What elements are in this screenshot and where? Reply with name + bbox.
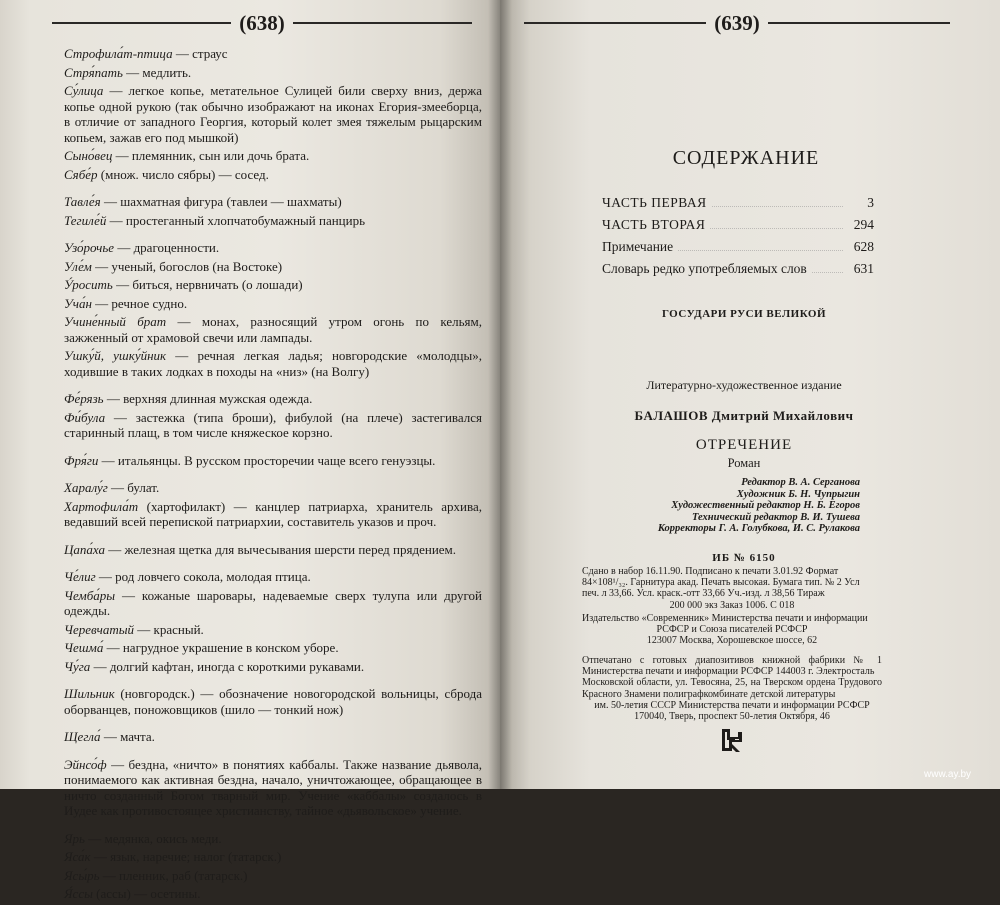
glossary-entry bbox=[64, 886, 482, 902]
header-rule bbox=[524, 22, 706, 24]
header-rule bbox=[768, 22, 950, 24]
watermark: www.ay.by bbox=[924, 769, 972, 780]
glossary-term: Чешма́ bbox=[64, 640, 104, 655]
glossary-term: Фе́рязь bbox=[64, 391, 104, 406]
glossary-entry bbox=[64, 240, 482, 256]
glossary-definition: — племянник, сын или дочь брата. bbox=[112, 148, 310, 163]
toc-leader bbox=[678, 250, 843, 251]
credits-block bbox=[610, 477, 860, 535]
toc-label: ЧАСТЬ ВТОРАЯ bbox=[602, 217, 706, 232]
glossary-entry bbox=[64, 213, 482, 229]
glossary-term: Строфила́т-птица bbox=[64, 46, 173, 61]
print-info-line: Сдано в набор 16.11.90. Подписано к печати 3.01.92 Формат bbox=[582, 566, 839, 577]
glossary-term: Сыно́вец bbox=[64, 148, 113, 163]
credit-line: Корректоры Г. А. Голубкова, И. С. Рулакова bbox=[657, 523, 860, 534]
glossary-entry bbox=[64, 588, 482, 619]
glossary-term: Тегиле́й bbox=[64, 212, 107, 228]
glossary-entry bbox=[64, 259, 482, 275]
glossary-term: Су́лица bbox=[64, 83, 104, 98]
glossary-definition: — язык, наречие; налог (татарск.) bbox=[90, 849, 282, 864]
glossary-definition: — шахматная фигура (тавлеи — шахматы) bbox=[100, 194, 342, 209]
printer-line: Московской области, ул. Тевосяна, 25, на Тверском ордена Трудового Красного Знамени полиграфкомбинате детской литературы bbox=[582, 677, 882, 700]
glossary-entry bbox=[64, 148, 482, 164]
glossary-entry bbox=[64, 348, 482, 379]
series-title: ГОСУДАРИ РУСИ ВЕЛИКОЙ bbox=[661, 308, 827, 320]
toc-page: 3 bbox=[867, 195, 874, 210]
book-title: ОТРЕЧЕНИЕ bbox=[695, 437, 793, 453]
glossary-term: Фи́була bbox=[64, 409, 106, 425]
glossary-term: Черевчатый bbox=[64, 621, 135, 637]
glossary-term: Ушку́й, ушку́йник bbox=[64, 348, 167, 363]
publisher-line: Издательство «Современник» Министерства печати и информации bbox=[582, 613, 868, 624]
glossary-entry bbox=[64, 194, 482, 210]
publisher-info bbox=[582, 613, 882, 647]
right-page bbox=[500, 0, 1000, 789]
toc-row bbox=[602, 217, 874, 239]
glossary-term: Стря́пать bbox=[64, 64, 123, 80]
printer-line: им. 50-летия СССР Министерства печати и информации РСФСР bbox=[594, 699, 870, 711]
glossary-term: Я́ссы bbox=[64, 886, 93, 901]
glossary-term: Цапа́ха bbox=[64, 541, 105, 557]
glossary-definition: (хартофилакт) — канцлер патриарха, хранитель архива, ведавший всей перепиской патриархии, составитель указов и проч. bbox=[64, 498, 482, 529]
glossary-entry bbox=[64, 277, 482, 293]
glossary-definition: — красный. bbox=[134, 621, 204, 637]
credit-line: Художественный редактор Н. Б. Егоров bbox=[671, 500, 860, 511]
credit-line: Художник Б. Н. Чупрыгин bbox=[736, 488, 860, 500]
glossary-definition: — род ловчего сокола, молодая птица. bbox=[95, 569, 311, 584]
toc-page: 628 bbox=[853, 239, 874, 254]
glossary-entry bbox=[64, 757, 482, 819]
glossary-entry bbox=[64, 296, 482, 312]
glossary-term: Че́лиг bbox=[64, 569, 96, 584]
toc-leader bbox=[712, 206, 843, 207]
toc-row bbox=[602, 261, 874, 283]
printer-line: Отпечатано с готовых диапозитивов книжной фабрики № 1 Министерства печати и информации РСФСР 144003 г. Электросталь bbox=[582, 655, 882, 678]
glossary-definition: (множ. число сябры) — сосед. bbox=[97, 166, 269, 182]
printer-info bbox=[582, 655, 882, 722]
publisher-line: 123007 Москва, Хорошевское шоссе, 62 bbox=[646, 635, 818, 647]
glossary-term: Тавле́я bbox=[64, 194, 101, 209]
toc-row bbox=[602, 195, 874, 217]
glossary-entry bbox=[64, 622, 482, 638]
printer-line: 170040, Тверь, проспект 50-летия Октября, 46 bbox=[634, 711, 830, 723]
ib-number: ИБ № 6150 bbox=[712, 552, 776, 564]
glossary-term: Эйнсо́ф bbox=[64, 756, 107, 772]
header-rule bbox=[52, 22, 231, 24]
toc-page: 294 bbox=[853, 217, 874, 232]
glossary-definition: — монах, разносящий утром огонь по кельям, зажженный от храмовой свечи или лампады. bbox=[64, 314, 482, 345]
glossary-definition: — страус bbox=[172, 46, 228, 61]
glossary-definition: — кожаные шаровары, надеваемые сверх тулупа или другой одежды. bbox=[64, 587, 482, 618]
glossary-definition: — легкое копье, метательное Сулицей били сверху вниз, держа копье одной рукою (так обычно изображают на иконах Егория-змееборца, в отличие от западного Георгия, который колет змея тяжелым рыцарским копьем, зажав его под мышкой) bbox=[64, 83, 482, 145]
glossary-definition: — железная щетка для вычесывания шерсти перед прядением. bbox=[105, 541, 457, 557]
print-info-line: 200 000 экз Заказ 1006. С 018 bbox=[669, 599, 795, 611]
glossary-entry bbox=[64, 729, 482, 745]
right-page-header bbox=[524, 8, 950, 38]
publisher-line: РСФСР и Союза писателей РСФСР bbox=[656, 624, 808, 636]
toc-label: Примечание bbox=[602, 239, 674, 254]
glossary-entry bbox=[64, 83, 482, 145]
glossary-definition: — мачта. bbox=[100, 729, 155, 744]
print-info-line: печ. л 33,66. Усл. краск.-отт 33,66 Уч.-изд. л 38,56 Тираж bbox=[582, 588, 825, 600]
glossary-entry bbox=[64, 849, 482, 865]
glossary-definition: (ассы) — осетины. bbox=[92, 886, 201, 901]
glossary-entry bbox=[64, 686, 482, 717]
left-page-number: (638) bbox=[239, 10, 285, 35]
glossary-definition: (новгородск.) — обозначение новогородской вольницы, сброда оборванцев, поножовщиков (шило — тонкий нож) bbox=[64, 686, 482, 717]
glossary-definition: — бездна, «ничто» в понятиях каббалы. Также название дьявола, понимаемого как активная бездна, начало, уничтожающее, обращающее в ничто созданный Богом тварный мир. Учение «каббалы» создалось в Иудее как противостоящее христианству, тайное «дьявольское» учение. bbox=[64, 756, 482, 818]
glossary-definition: — застежка (типа броши), фибулой (на плече) застегивался старинный плащ, в том числе княжеское корзно. bbox=[64, 409, 482, 440]
credit-line: Технический редактор В. И. Тушева bbox=[691, 511, 860, 523]
credit-line: Редактор В. А. Серганова bbox=[741, 477, 860, 488]
toc-label: Словарь редко употребляемых слов bbox=[602, 261, 807, 276]
glossary-definition: — ученый, богослов (на Востоке) bbox=[91, 258, 283, 274]
toc-leader bbox=[710, 228, 843, 229]
glossary-entry bbox=[64, 167, 482, 183]
glossary-entry bbox=[64, 499, 482, 530]
glossary-term: Уле́м bbox=[64, 258, 92, 274]
author-name: БАЛАШОВ Дмитрий Михайлович bbox=[634, 408, 854, 423]
toc-row bbox=[602, 239, 874, 261]
glossary-term: Шильник bbox=[64, 686, 115, 701]
glossary-entry bbox=[64, 453, 482, 469]
glossary-term: Чу́га bbox=[64, 658, 91, 674]
glossary-term: Уча́н bbox=[64, 295, 92, 311]
glossary-entry bbox=[64, 868, 482, 884]
glossary-definition: — драгоценности. bbox=[114, 240, 220, 255]
glossary-entry bbox=[64, 65, 482, 81]
glossary-definition: — медлить. bbox=[122, 64, 192, 80]
glossary-entry bbox=[64, 46, 482, 62]
glossary-entry bbox=[64, 314, 482, 345]
glossary-definition: — простеганный хлопчатобумажный панцирь bbox=[106, 212, 366, 228]
glossary-definition: — нагрудное украшение в конском уборе. bbox=[103, 640, 339, 655]
glossary-entry bbox=[64, 542, 482, 558]
glossary-term: Харалу́г bbox=[64, 480, 108, 495]
toc-leader bbox=[812, 272, 843, 273]
glossary-term: Ярь bbox=[64, 830, 85, 846]
glossary-term: Яса́к bbox=[64, 849, 91, 864]
right-page-number: (639) bbox=[714, 10, 760, 35]
glossary-entry bbox=[64, 480, 482, 496]
glossary-definition: — речная легкая ладья; новгородские «молодцы», ходившие в таких лодках в походы на «низ» (на Волгу) bbox=[64, 348, 482, 379]
glossary-entry bbox=[64, 569, 482, 585]
glossary-definition: — пленник, раб (татарск.) bbox=[99, 867, 248, 883]
glossary-entry bbox=[64, 831, 482, 847]
header-rule bbox=[293, 22, 472, 24]
glossary-definition: — биться, нервничать (о лошади) bbox=[112, 277, 303, 292]
toc-page: 631 bbox=[853, 261, 874, 276]
glossary-entry bbox=[64, 640, 482, 656]
glossary-term: Фря́ги bbox=[64, 452, 99, 468]
edition-type: Литературно-художественное издание bbox=[646, 378, 842, 392]
book-genre: Роман bbox=[727, 456, 761, 470]
toc-label: ЧАСТЬ ПЕРВАЯ bbox=[602, 195, 707, 210]
glossary-term: Учине́нный брат bbox=[64, 314, 167, 329]
glossary-term: Хартофила́т bbox=[64, 498, 139, 514]
glossary-entries bbox=[64, 46, 482, 905]
glossary-definition: — верхняя длинная мужская одежда. bbox=[103, 391, 313, 406]
glossary-definition: — булат. bbox=[107, 480, 160, 495]
glossary-definition: — долгий кафтан, иногда с короткими рукавами. bbox=[90, 658, 365, 674]
glossary-term: Ясы́рь bbox=[64, 867, 100, 883]
glossary-term: Узо́рочье bbox=[64, 240, 115, 255]
glossary-definition: — речное судно. bbox=[91, 295, 188, 311]
glossary-term: У́росить bbox=[64, 277, 113, 292]
contents-heading: СОДЕРЖАНИЕ bbox=[672, 147, 820, 169]
print-info-line: 84×108¹/₃₂. Гарнитура акад. Печать высокая. Бумага тип. № 2 Усл bbox=[582, 577, 860, 589]
glossary-entry bbox=[64, 410, 482, 441]
glossary-definition: — итальянцы. В русском просторечии чаще всего генуэзцы. bbox=[98, 452, 436, 468]
table-of-contents bbox=[602, 195, 874, 283]
left-page bbox=[0, 0, 500, 901]
glossary-term: Сябе́р bbox=[64, 166, 98, 182]
glossary-term: Щегла́ bbox=[64, 729, 101, 744]
left-page-header bbox=[52, 8, 472, 38]
glossary-entry bbox=[64, 391, 482, 407]
glossary-entry bbox=[64, 659, 482, 675]
glossary-definition: — медянка, окись меди. bbox=[84, 830, 222, 846]
publisher-logo-icon bbox=[718, 726, 744, 754]
book-gutter bbox=[488, 0, 512, 789]
print-info bbox=[582, 566, 882, 611]
glossary-term: Чемба́ры bbox=[64, 587, 116, 603]
